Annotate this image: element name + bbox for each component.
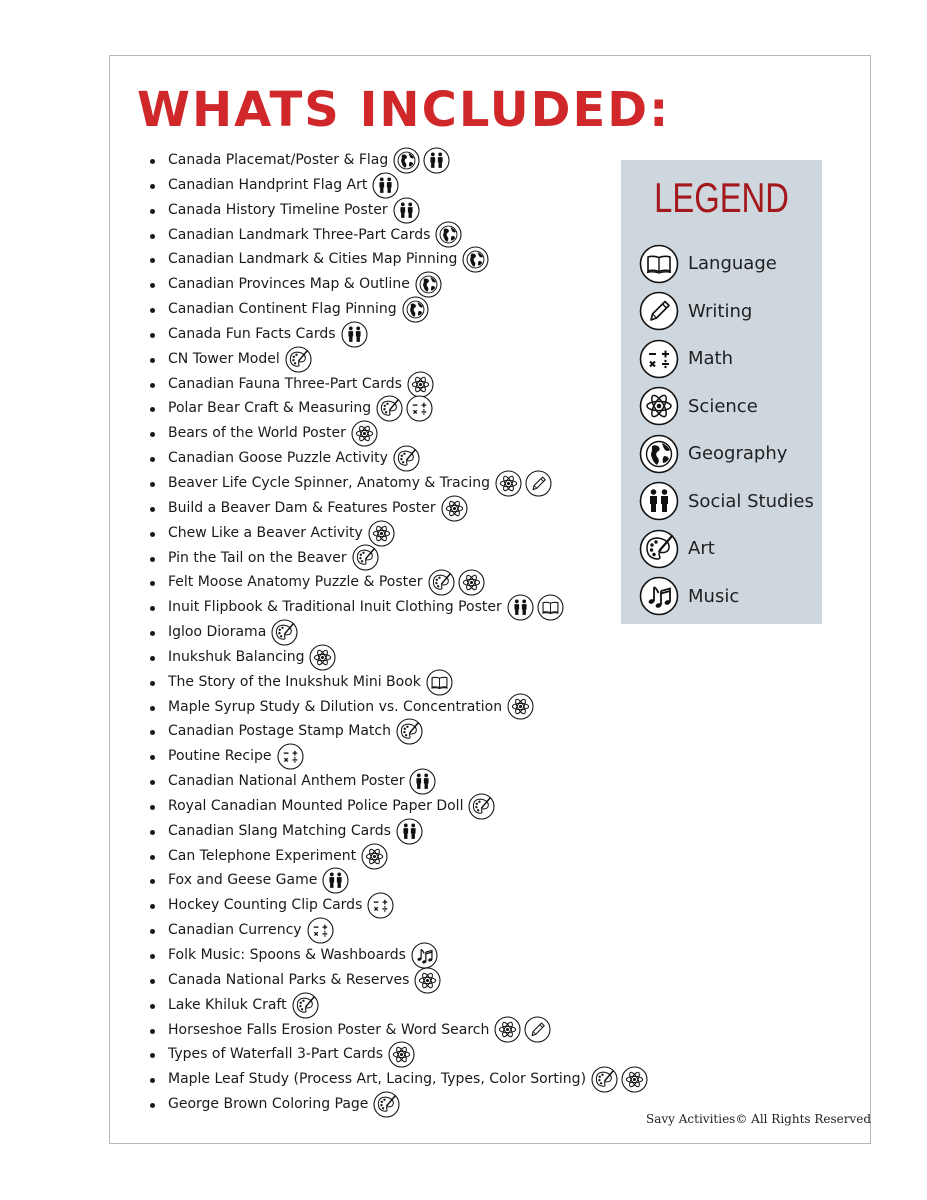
legend-entry-label: Writing (688, 300, 753, 322)
list-item-label: Poutine Recipe (168, 748, 272, 765)
subject-icons (307, 917, 334, 944)
people-icon (393, 197, 420, 224)
list-item (148, 297, 648, 322)
pencil-icon (525, 470, 552, 497)
list-item-label: Royal Canadian Mounted Police Paper Doll (168, 797, 464, 814)
list-item (148, 844, 648, 869)
subject-icons (393, 147, 450, 174)
list-item-label: Canada Fun Facts Cards (168, 325, 336, 342)
math-icon (307, 917, 334, 944)
subject-icons (462, 246, 489, 273)
list-item-label: Maple Leaf Study (Process Art, Lacing, Types, Color Sorting) (168, 1071, 587, 1088)
subject-icons (396, 818, 423, 845)
palette-icon (292, 992, 319, 1019)
list-item (148, 968, 648, 993)
subject-icons (277, 743, 304, 770)
book-icon (639, 244, 679, 284)
music-icon (639, 576, 679, 616)
people-icon (372, 172, 399, 199)
list-item (148, 794, 648, 819)
subject-icons (591, 1066, 648, 1093)
legend-entry (639, 240, 814, 288)
atom-icon (361, 843, 388, 870)
math-icon (367, 892, 394, 919)
subject-icons (507, 594, 564, 621)
subject-icons (428, 569, 485, 596)
atom-icon (507, 693, 534, 720)
subject-icons (368, 520, 395, 547)
list-item (148, 1018, 648, 1043)
list-item (148, 446, 648, 471)
list-item-label: Igloo Diorama (168, 624, 267, 641)
atom-icon (407, 371, 434, 398)
subject-icons (393, 445, 420, 472)
list-item-label: Folk Music: Spoons & Washboards (168, 947, 406, 963)
list-item-label: Types of Waterfall 3-Part Cards (168, 1046, 384, 1063)
subject-icons (494, 1016, 551, 1043)
legend-list (639, 240, 814, 620)
people-icon (409, 768, 436, 795)
page-title: WHATS INCLUDED: (137, 82, 671, 138)
list-item (148, 272, 648, 297)
list-item (148, 322, 648, 347)
people-icon (322, 867, 349, 894)
legend-entry-label: Language (688, 253, 777, 275)
list-item (148, 347, 648, 372)
subject-icons (388, 1041, 415, 1068)
list-item-label: Canadian Postage Stamp Match (168, 723, 391, 740)
palette-icon (271, 619, 298, 646)
subject-icons (361, 843, 388, 870)
legend-title: LEGEND (654, 174, 789, 221)
legend-entry (639, 478, 814, 526)
palette-icon (591, 1066, 618, 1093)
list-item-label: Canadian Fauna Three-Part Cards (168, 375, 402, 392)
list-item (148, 173, 648, 198)
subject-icons (372, 172, 399, 199)
legend-entry (639, 335, 814, 383)
palette-icon (352, 544, 379, 571)
subject-icons (435, 221, 462, 248)
palette-icon (285, 346, 312, 373)
list-item (148, 198, 648, 223)
list-item (148, 918, 648, 943)
list-item-label: Maple Syrup Study & Dilution vs. Concentration (168, 698, 503, 715)
legend-entry (639, 430, 814, 478)
list-item (148, 546, 648, 571)
list-item (148, 695, 648, 720)
atom-icon (494, 1016, 521, 1043)
subject-icons (393, 197, 420, 224)
math-icon (639, 339, 679, 379)
list-item-label: CN Tower Model (168, 350, 280, 367)
list-item-label: Can Telephone Experiment (168, 847, 357, 864)
atom-icon (639, 386, 679, 426)
subject-icons (414, 967, 441, 994)
list-item-label: Horseshoe Falls Erosion Poster & Word Search (168, 1021, 490, 1038)
list-item (148, 471, 648, 496)
subject-icons (309, 644, 336, 671)
list-item (148, 570, 648, 595)
legend-entry-label: Geography (688, 443, 788, 465)
list-item-label: Polar Bear Craft & Measuring (168, 400, 372, 417)
book-icon (537, 594, 564, 621)
list-item (148, 1067, 648, 1092)
list-item (148, 496, 648, 521)
palette-icon (396, 718, 423, 745)
legend-panel (621, 160, 822, 624)
list-item-label: Canadian Goose Puzzle Activity (168, 450, 388, 467)
subject-icons (271, 619, 298, 646)
list-item (148, 620, 648, 645)
palette-icon (428, 569, 455, 596)
legend-entry-label: Math (688, 348, 734, 370)
palette-icon (468, 793, 495, 820)
list-item (148, 868, 648, 893)
list-item-label: Canadian National Anthem Poster (168, 773, 405, 790)
list-item-label: Canadian Landmark & Cities Map Pinning (168, 251, 458, 268)
atom-icon (388, 1041, 415, 1068)
subject-icons (373, 1091, 400, 1118)
legend-entry (639, 383, 814, 431)
atom-icon (495, 470, 522, 497)
list-item (148, 595, 648, 620)
palette-icon (639, 529, 679, 569)
list-item (148, 521, 648, 546)
list-item-label: Hockey Counting Clip Cards (168, 897, 363, 914)
pencil-icon (524, 1016, 551, 1043)
list-item-label: Bears of the World Poster (168, 425, 346, 442)
music-icon (411, 942, 438, 969)
subject-icons (367, 892, 394, 919)
subject-icons (376, 395, 433, 422)
list-item-label: Fox and Geese Game (168, 872, 318, 889)
legend-entry (639, 288, 814, 336)
list-item (148, 1092, 648, 1117)
atom-icon (441, 495, 468, 522)
subject-icons (407, 371, 434, 398)
subject-icons (409, 768, 436, 795)
list-item (148, 943, 648, 968)
list-item (148, 396, 648, 421)
list-item (148, 372, 648, 397)
book-icon (426, 669, 453, 696)
list-item (148, 893, 648, 918)
subject-icons (415, 271, 442, 298)
globe-icon (639, 434, 679, 474)
globe-icon (415, 271, 442, 298)
list-item-label: Canada National Parks & Reserves (168, 971, 410, 988)
list-item-label: Canadian Currency (168, 922, 302, 939)
subject-icons (341, 321, 368, 348)
copyright-notice: Savy Activities© All Rights Reserved (646, 1112, 872, 1126)
atom-icon (309, 644, 336, 671)
legend-entry-label: Science (688, 395, 758, 417)
atom-icon (414, 967, 441, 994)
globe-icon (435, 221, 462, 248)
atom-icon (458, 569, 485, 596)
list-item-label: Chew Like a Beaver Activity (168, 524, 363, 541)
palette-icon (373, 1091, 400, 1118)
list-item-label: The Story of the Inukshuk Mini Book (168, 673, 421, 690)
subject-icons (441, 495, 468, 522)
subject-icons (322, 867, 349, 894)
list-item (148, 719, 648, 744)
included-items-list (148, 148, 648, 1117)
legend-entry (639, 573, 814, 621)
list-item (148, 819, 648, 844)
people-icon (423, 147, 450, 174)
list-item (148, 744, 648, 769)
math-icon (406, 395, 433, 422)
list-item (148, 1042, 648, 1067)
subject-icons (402, 296, 429, 323)
list-item (148, 670, 648, 695)
subject-icons (426, 669, 453, 696)
list-item-label: Canadian Handprint Flag Art (168, 176, 368, 193)
people-icon (341, 321, 368, 348)
list-item-label: Pin the Tail on the Beaver (168, 549, 347, 566)
subject-icons (292, 992, 319, 1019)
list-item-label: Lake Khiluk Craft (168, 996, 287, 1013)
palette-icon (393, 445, 420, 472)
list-item-label: Canadian Provinces Map & Outline (168, 276, 410, 293)
legend-entry (639, 525, 814, 573)
list-item-label: George Brown Coloring Page (168, 1096, 369, 1113)
list-item-label: Canadian Slang Matching Cards (168, 822, 391, 839)
legend-entry-label: Music (688, 585, 740, 607)
people-icon (507, 594, 534, 621)
list-item (148, 421, 648, 446)
list-item (148, 645, 648, 670)
list-item (148, 223, 648, 248)
subject-icons (396, 718, 423, 745)
subject-icons (507, 693, 534, 720)
list-item-label: Beaver Life Cycle Spinner, Anatomy & Tracing (168, 474, 490, 491)
math-icon (277, 743, 304, 770)
list-item-label: Inukshuk Balancing (168, 648, 305, 665)
list-item (148, 148, 648, 173)
list-item-label: Inuit Flipbook & Traditional Inuit Clothing Poster (168, 599, 502, 616)
subject-icons (468, 793, 495, 820)
list-item-label: Canada Placemat/Poster & Flag (168, 152, 389, 168)
list-item-label: Canada History Timeline Poster (168, 201, 388, 218)
atom-icon (351, 420, 378, 447)
list-item-label: Canadian Landmark Three-Part Cards (168, 226, 431, 243)
subject-icons (352, 544, 379, 571)
globe-icon (402, 296, 429, 323)
list-item (148, 247, 648, 272)
legend-entry-label: Art (688, 538, 715, 560)
subject-icons (285, 346, 312, 373)
list-item (148, 769, 648, 794)
atom-icon (621, 1066, 648, 1093)
subject-icons (351, 420, 378, 447)
subject-icons (411, 942, 438, 969)
subject-icons (495, 470, 552, 497)
list-item-label: Felt Moose Anatomy Puzzle & Poster (168, 574, 423, 591)
list-item-label: Canadian Continent Flag Pinning (168, 301, 397, 318)
legend-entry-label: Social Studies (688, 490, 814, 512)
atom-icon (368, 520, 395, 547)
list-item-label: Build a Beaver Dam & Features Poster (168, 499, 436, 516)
palette-icon (376, 395, 403, 422)
globe-icon (393, 147, 420, 174)
list-item (148, 993, 648, 1018)
people-icon (639, 481, 679, 521)
people-icon (396, 818, 423, 845)
pencil-icon (639, 291, 679, 331)
globe-icon (462, 246, 489, 273)
